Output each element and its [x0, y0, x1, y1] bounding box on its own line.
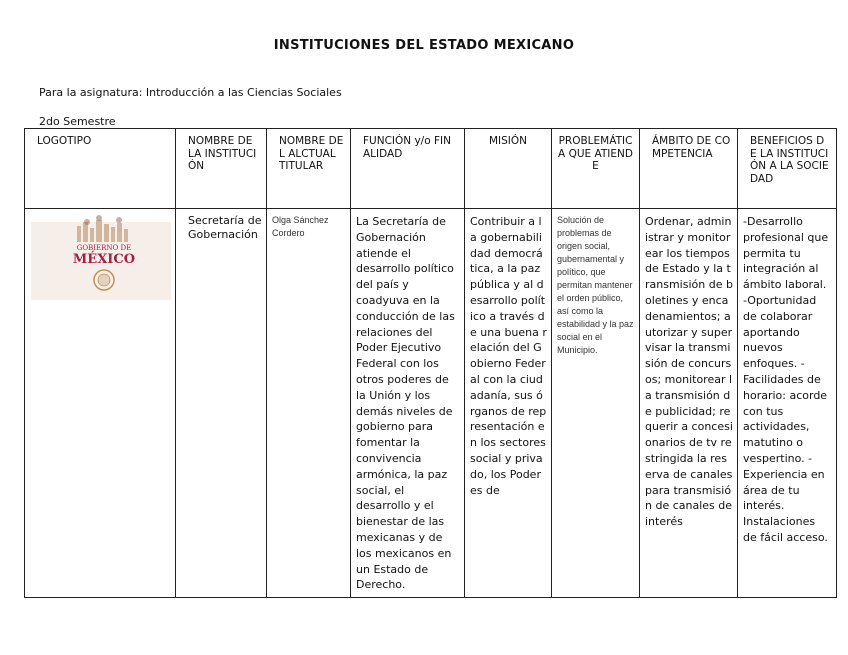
- cell-problem: Solución de problemas de origen social, gubernamental y político, que permitan mantener el orden público, así como la estabilidad y la paz social en el Municipio.: [552, 209, 640, 598]
- logo-image: [31, 214, 171, 300]
- document-title: INSTITUCIONES DEL ESTADO MEXICANO: [273, 38, 575, 53]
- header-problem: PROBLEMÁTICA QUE ATIENDE: [552, 129, 640, 209]
- header-name: NOMBRE DE LA INSTITUCIÓN: [176, 129, 267, 209]
- cell-name: Secretaría de Gobernación: [176, 209, 267, 598]
- header-benefits: BENEFICIOS DE LA INSTITUCIÓN A LA SOCIEDAD: [738, 129, 837, 209]
- header-logo: LOGOTIPO: [25, 129, 176, 209]
- cell-logo: [25, 209, 176, 598]
- header-mission: MISIÓN: [465, 129, 552, 209]
- cell-scope: Ordenar, administrar y monitorear los tiempos de Estado y la transmisión de boletines y encadenamientos; autorizar y supervisar la transmisión de concursos; monitorear la transmisión de publicidad; requerir a concesionarios de tv restringida la reserva de canales para transmisión de canales de interés: [640, 209, 738, 598]
- semester-line: 2do Semestre: [39, 115, 116, 128]
- subject-line: Para la asignatura: Introducción a las Ciencias Sociales: [39, 86, 342, 99]
- cell-function: La Secretaría de Gobernación atiende el desarrollo político del país y coadyuva en la conducción de las relaciones del Poder Ejecutivo Federal con los otros poderes de la Unión y los demás niveles de gobierno para fomentar la convivencia armónica, la paz social, el desarrollo y el bienestar de las mexicanas y de los mexicanos en un Estado de Derecho.: [351, 209, 465, 598]
- header-scope: ÁMBITO DE COMPETENCIA: [640, 129, 738, 209]
- institutions-table: [24, 128, 837, 598]
- gobierno-de-mexico-logo: [31, 214, 171, 300]
- logo-text-main: MÉXICO: [72, 252, 136, 267]
- table-header-row: [25, 129, 837, 209]
- table-row: [25, 209, 837, 598]
- header-function: FUNCIÓN y/o FINALIDAD: [351, 129, 465, 209]
- cell-benefits: -Desarrollo profesional que permita tu integración al ámbito laboral. -Oportunidad de colaborar aportando nuevos enfoques. -Facilidades de horario: acorde con tus actividades, matutino o vespertino. -Experiencia en área de tu interés. Instalaciones de fácil acceso.: [738, 209, 837, 598]
- cell-holder: Olga Sánchez Cordero: [267, 209, 351, 598]
- logo-text-top: GOBIERNO DE: [76, 244, 132, 252]
- header-holder: NOMBRE DEL ALCTUAL TITULAR: [267, 129, 351, 209]
- cell-mission: Contribuir a la gobernabilidad democrática, a la paz pública y al desarrollo político a través de una buena relación del Gobierno Federal con la ciudadanía, sus órganos de representación en los sectores social y privado, los Poderes de: [465, 209, 552, 598]
